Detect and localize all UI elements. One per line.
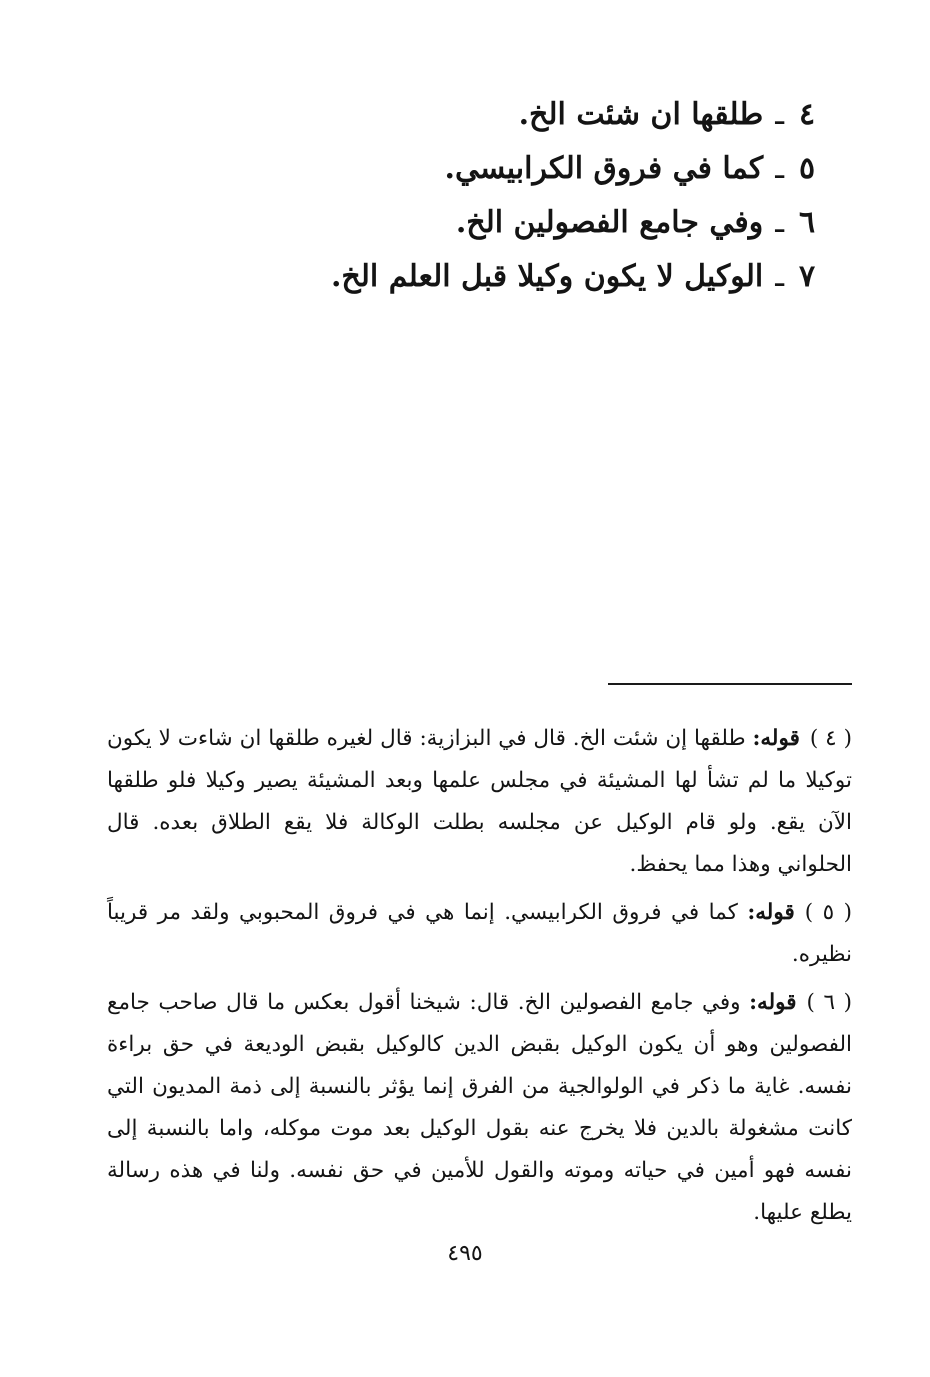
footnote-text: كما في فروق الكرابيسي. إنما هي في فروق المحبوبي ولقد مر قريباً نظيره. <box>107 900 852 967</box>
main-item-4 <box>118 88 818 142</box>
main-item-5 <box>118 142 818 196</box>
footnote-keyword: قوله: <box>747 900 795 925</box>
footnote-6 <box>107 982 852 1234</box>
footnote-number: ( ٦ ) <box>806 990 852 1015</box>
footnote-text: طلقها إن شئت الخ. قال في البزازية: قال لغيره طلقها ان شاءت لا يكون توكيلا ما لم تشأ لها المشيئة في مجلس علمها وبعد المشيئة يصير وكيلا فلو طلقها الآن يقع. ولو قام الوكيل عن مجلسه بطلت الوكالة فلا يقع الطلاق بعده. قال الحلواني وهذا مما يحفظ. <box>107 726 852 877</box>
item-number: ٧ <box>798 259 816 294</box>
page-number: ٤٩٥ <box>447 1241 483 1266</box>
item-text: كما في فروق الكرابيسي. <box>444 151 764 186</box>
footnote-text: وفي جامع الفصولين الخ. قال: شيخنا أقول بعكس ما قال صاحب جامع الفصولين وهو أن يكون الوكيل بقبض الدين كالوكيل بقبض الوديعة في حق براءة نفسه. غاية ما ذكر في الولوالجية من الفرق إنما يؤثر بالنسبة إلى ذمة المديون التي كانت مشغولة بالدين فلا يخرج عنه بقول الوكيل بعد موت موكله، واما بالنسبة إلى نفسه فهو أمين في حياته وموته والقول للأمين في حق نفسه. ولنا في هذه رسالة يطلع عليها. <box>107 990 852 1225</box>
item-text: طلقها ان شئت الخ. <box>518 97 764 132</box>
item-dash: ـ <box>775 151 784 186</box>
footnote-keyword: قوله: <box>752 726 800 751</box>
footnote-keyword: قوله: <box>749 990 797 1015</box>
footnote-separator <box>608 683 852 685</box>
item-text: وفي جامع الفصولين الخ. <box>455 205 764 240</box>
item-text: الوكيل لا يكون وكيلا قبل العلم الخ. <box>330 259 764 294</box>
footnote-number: ( ٤ ) <box>809 726 852 751</box>
item-dash: ـ <box>775 97 784 132</box>
item-number: ٥ <box>798 151 816 186</box>
item-number: ٦ <box>798 205 816 240</box>
main-text-list <box>118 88 818 304</box>
footnote-number: ( ٥ ) <box>804 900 853 925</box>
item-number: ٤ <box>798 97 816 132</box>
main-item-6 <box>118 196 818 250</box>
footnotes <box>107 718 852 1240</box>
item-dash: ـ <box>775 259 784 294</box>
footnote-5 <box>107 892 852 976</box>
main-item-7 <box>118 250 818 304</box>
footnote-4 <box>107 718 852 886</box>
item-dash: ـ <box>775 205 784 240</box>
